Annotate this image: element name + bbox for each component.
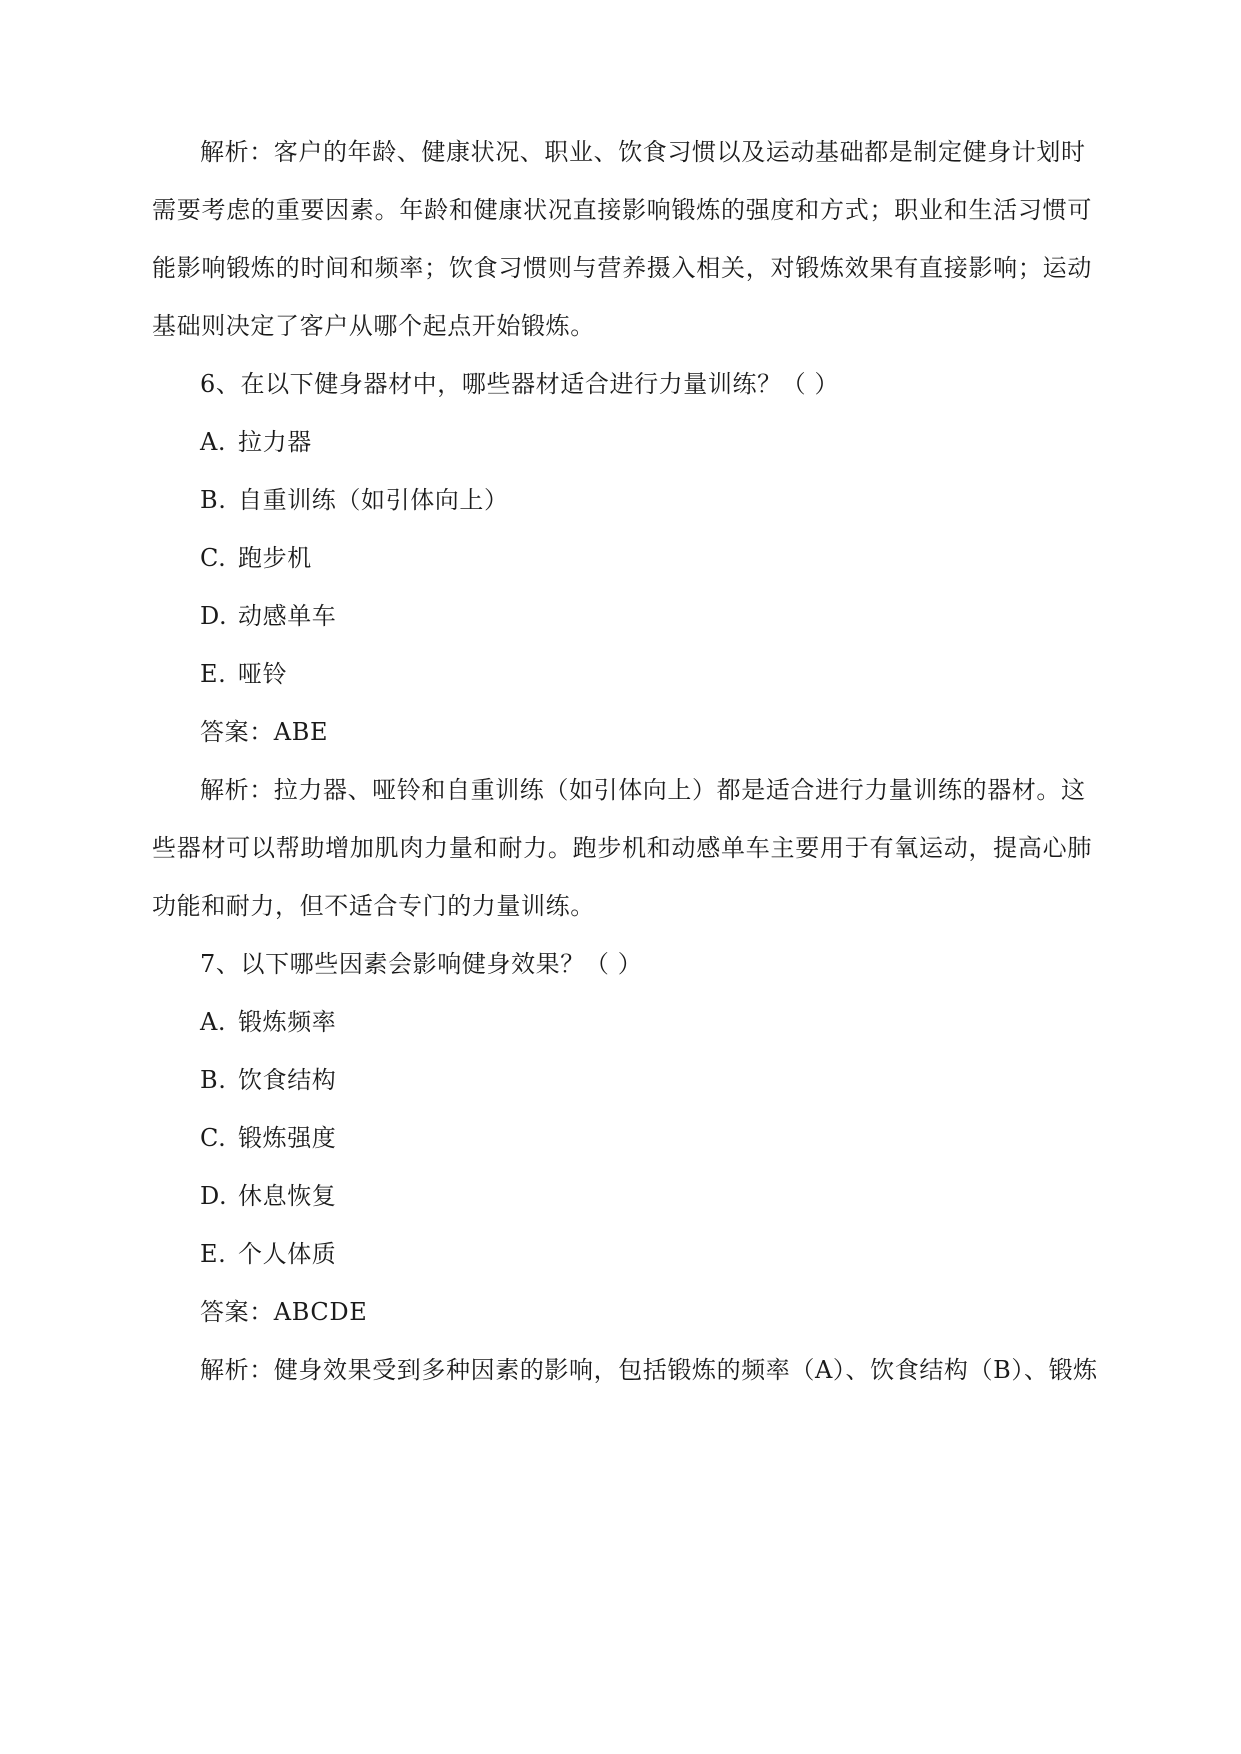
option-letter: D. — [200, 1182, 228, 1210]
analysis-5-line-4: 基础则决定了客户从哪个起点开始锻炼。 — [152, 312, 595, 340]
analysis-5-line-2: 需要考虑的重要因素。年龄和健康状况直接影响锻炼的强度和方式；职业和生活习惯可 — [152, 196, 1092, 224]
question-6-option-d — [200, 598, 1140, 634]
question-7-option-d — [200, 1178, 1140, 1214]
analysis-5-line-1: 解析：客户的年龄、健康状况、职业、饮食习惯以及运动基础都是制定健身计划时 — [200, 138, 1086, 166]
question-7-stem: 7、以下哪些因素会影响健身效果？（ ） — [200, 950, 643, 978]
question-7-option-b — [200, 1062, 1140, 1098]
option-text: 拉力器 — [238, 428, 312, 456]
question-7-analysis-line-1: 解析：健身效果受到多种因素的影响，包括锻炼的频率（A）、饮食结构（B）、锻炼 — [200, 1356, 1098, 1384]
option-letter: A. — [200, 428, 227, 456]
question-7-option-a — [200, 1004, 1140, 1040]
question-6-option-a — [200, 424, 1140, 460]
question-6-option-b — [200, 482, 1140, 518]
question-6-analysis-line-2: 些器材可以帮助增加肌肉力量和耐力。跑步机和动感单车主要用于有氧运动，提高心肺 — [152, 834, 1092, 862]
option-letter: C. — [200, 1124, 227, 1152]
analysis-5-line-3: 能影响锻炼的时间和频率；饮食习惯则与营养摄入相关，对锻炼效果有直接影响；运动 — [152, 254, 1092, 282]
option-text: 锻炼强度 — [238, 1124, 337, 1152]
option-text: 自重训练（如引体向上） — [238, 486, 509, 514]
option-letter: E. — [200, 1240, 227, 1268]
question-7-option-c — [200, 1120, 1140, 1156]
option-letter: B. — [200, 1066, 227, 1094]
question-6-stem: 6、在以下健身器材中，哪些器材适合进行力量训练？（ ） — [200, 370, 840, 398]
option-letter: A. — [200, 1008, 227, 1036]
option-text: 个人体质 — [238, 1240, 337, 1268]
option-text: 休息恢复 — [238, 1182, 337, 1210]
option-text: 跑步机 — [238, 544, 312, 572]
option-letter: E. — [200, 660, 227, 688]
option-letter: D. — [200, 602, 228, 630]
question-6-analysis-line-1: 解析：拉力器、哑铃和自重训练（如引体向上）都是适合进行力量训练的器材。这 — [200, 776, 1086, 804]
question-7-answer: 答案：ABCDE — [200, 1298, 368, 1326]
option-letter: C. — [200, 544, 227, 572]
option-text: 哑铃 — [238, 660, 288, 688]
option-text: 锻炼频率 — [238, 1008, 337, 1036]
question-7-option-e — [200, 1236, 1140, 1272]
question-6-option-e — [200, 656, 1140, 692]
question-6-answer: 答案：ABE — [200, 718, 329, 746]
option-letter: B. — [200, 486, 227, 514]
question-6-analysis-line-3: 功能和耐力，但不适合专门的力量训练。 — [152, 892, 595, 920]
option-text: 动感单车 — [238, 602, 337, 630]
question-6-option-c — [200, 540, 1140, 576]
option-text: 饮食结构 — [238, 1066, 337, 1094]
